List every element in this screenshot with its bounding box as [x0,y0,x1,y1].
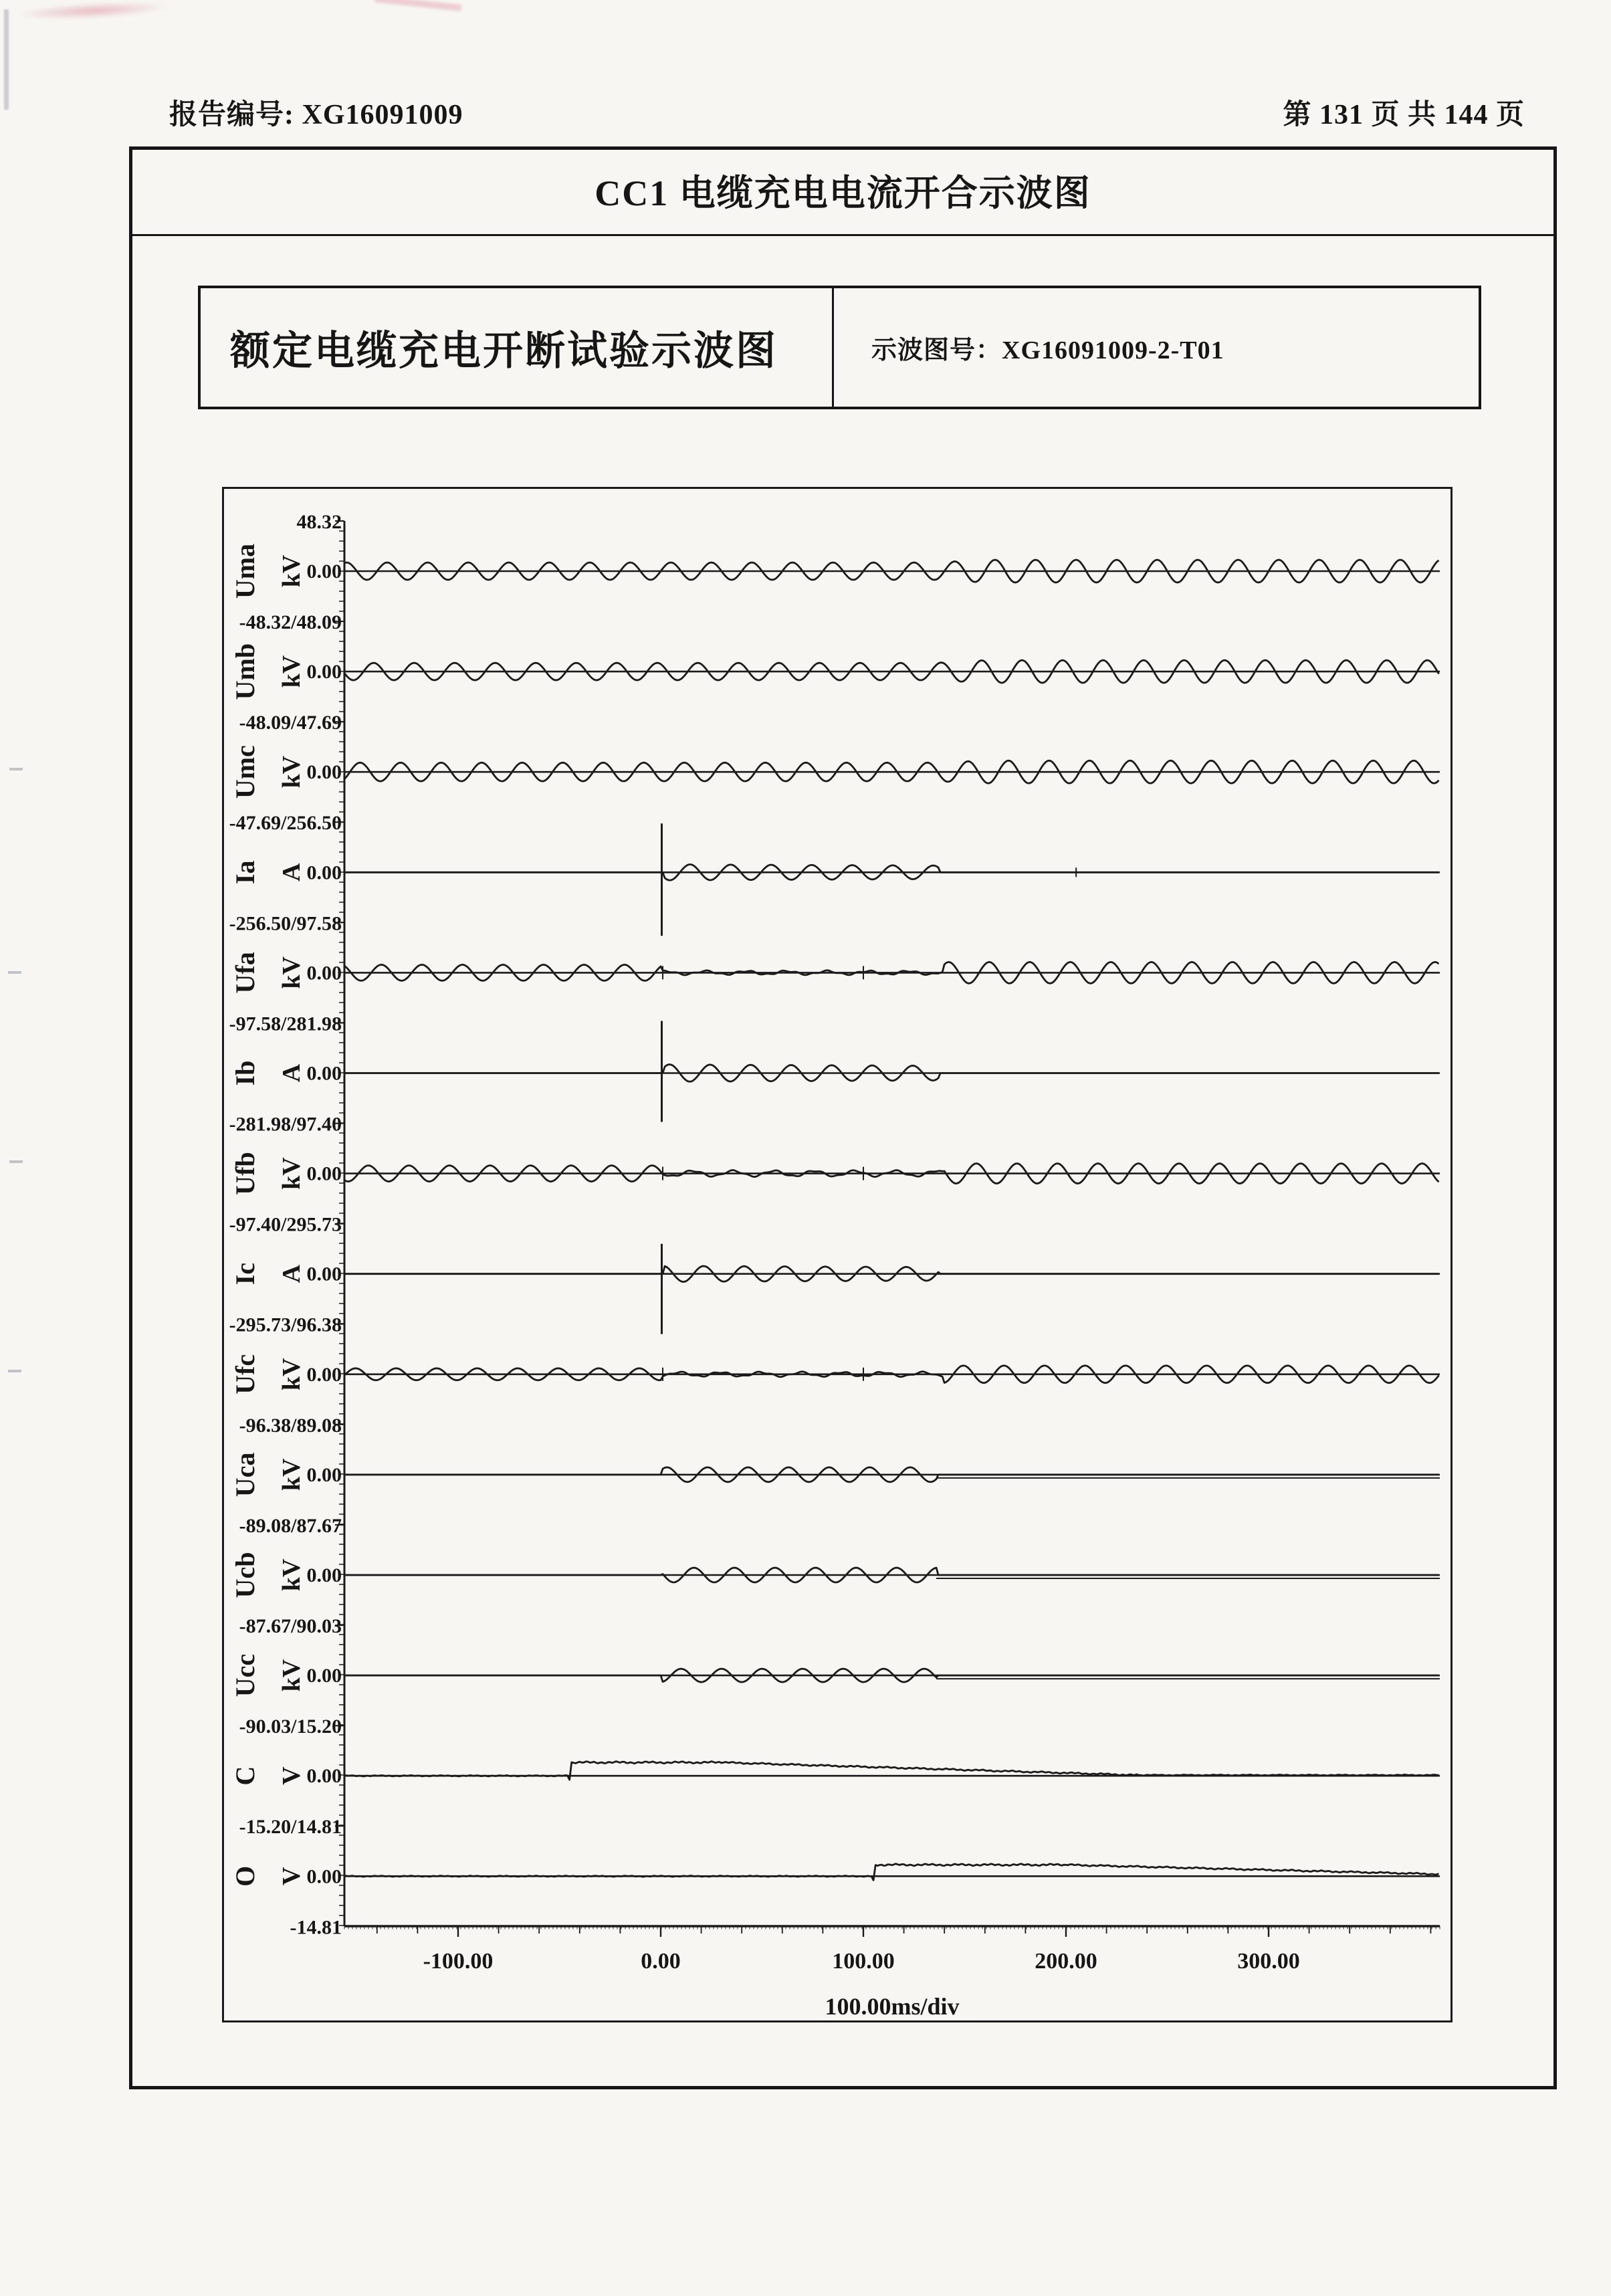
channel-unit-Ib: A [278,1063,306,1083]
zero-label-Ucb: 0.00 [306,1564,342,1586]
channel-unit-Ufb: kV [278,1157,306,1190]
oscillogram-header-table [198,286,1481,409]
waveform-C [344,1762,1438,1780]
x-axis-tick-label: 0.00 [641,1949,681,1974]
oscillogram-number: 示波图号：XG16091009-2-T01 [871,336,1224,364]
range-label-Ucb: -87.67/90.03 [239,1615,342,1637]
scan-artifact-margin-mark [9,768,23,770]
zero-label-Ucc: 0.00 [306,1665,342,1687]
zero-label-C: 0.00 [306,1765,342,1788]
channel-unit-Umb: kV [278,655,306,688]
zero-label-Ia: 0.00 [306,861,342,884]
page-indicator: 第 131 页 共 144 页 [1283,100,1525,130]
channel-unit-Ucb: kV [278,1558,306,1592]
x-axis-tick-label: 100.00 [832,1949,895,1974]
document-title: CC1 电缆充电电流开合示波图 [595,173,1091,213]
zero-label-Umc: 0.00 [306,761,342,784]
channel-name-Ia: Ia [230,860,260,885]
scan-artifact-pink-smudge [16,0,171,23]
range-label-Uma: -48.32/48.09 [239,611,342,633]
range-label-Ufb: -97.40/295.73 [229,1213,342,1236]
channel-unit-C: V [278,1766,306,1785]
channel-unit-Uma: kV [278,554,306,588]
range-label-Ib: -281.98/97.40 [229,1113,342,1136]
channel-name-Uca: Uca [230,1452,260,1497]
channel-name-Ib: Ib [230,1060,260,1086]
report-body-frame [129,146,1557,2089]
range-label-Ufc: -96.38/89.08 [239,1414,342,1437]
channel-name-Ufa: Ufa [230,952,260,994]
channel-unit-O: V [278,1867,306,1886]
x-axis-tick-label: 300.00 [1237,1949,1300,1974]
range-label-Ic: -295.73/96.38 [229,1314,342,1336]
channel-unit-Ufc: kV [278,1358,306,1391]
time-scale-label: 100.00ms/div [825,1993,960,2020]
channel-name-Umc: Umc [230,745,260,799]
channel-unit-Ia: A [278,863,306,882]
waveform-O [344,1864,1438,1881]
zero-label-Ufa: 0.00 [306,962,342,984]
range-label-Ufa: -97.58/281.98 [229,1013,342,1035]
range-label-Umb: -48.09/47.69 [239,712,342,734]
x-axis-tick-label: 200.00 [1035,1949,1097,1974]
range-label-Ia: -256.50/97.58 [229,912,342,935]
range-label-O: -14.81 [290,1916,342,1939]
range-label-Ucc: -90.03/15.20 [239,1715,342,1738]
zero-label-Uca: 0.00 [306,1463,342,1486]
channel-unit-Umc: kV [278,755,306,789]
channel-unit-Ufa: kV [278,956,306,989]
scan-artifact-margin-mark [8,1370,21,1372]
range-label-Umc: -47.69/256.50 [229,812,342,835]
oscillogram-chart [224,489,1451,2020]
zero-label-Uma: 0.00 [306,560,342,583]
scan-artifact-margin-mark [9,1160,23,1163]
scan-artifact-edge-streak [4,9,9,110]
channel-name-Ufb: Ufb [230,1152,260,1195]
title-divider [129,234,1557,236]
channel-name-O: O [230,1865,260,1887]
zero-label-O: 0.00 [306,1865,342,1888]
channel-unit-Ic: A [278,1264,306,1283]
zero-label-Ufc: 0.00 [306,1363,342,1386]
test-name: 额定电缆充电开断试验示波图 [201,288,834,407]
report-number: 报告编号: XG16091009 [169,100,463,130]
channel-unit-Ucc: kV [278,1659,306,1692]
page-header [169,92,1525,132]
channel-name-Ic: Ic [230,1263,260,1285]
zero-label-Ib: 0.00 [306,1062,342,1085]
channel-name-C: C [230,1766,260,1786]
zero-label-Ufb: 0.00 [306,1162,342,1185]
channel-unit-Uca: kV [278,1458,306,1491]
top-scale-label: 48.32 [296,511,342,533]
range-label-C: -15.20/14.81 [239,1816,342,1839]
range-label-Uca: -89.08/87.67 [239,1514,342,1537]
x-axis-tick-label: -100.00 [423,1949,494,1974]
oscillogram-frame [222,487,1453,2022]
channel-name-Ucb: Ucb [230,1552,260,1598]
channel-name-Umb: Umb [230,643,260,700]
channel-name-Ucc: Ucc [230,1653,260,1697]
zero-label-Ic: 0.00 [306,1263,342,1285]
zero-label-Umb: 0.00 [306,661,342,684]
channel-name-Ufc: Ufc [230,1354,260,1394]
scan-artifact-pink-line [374,0,461,11]
scan-artifact-margin-mark [8,971,21,974]
channel-name-Uma: Uma [230,543,260,599]
